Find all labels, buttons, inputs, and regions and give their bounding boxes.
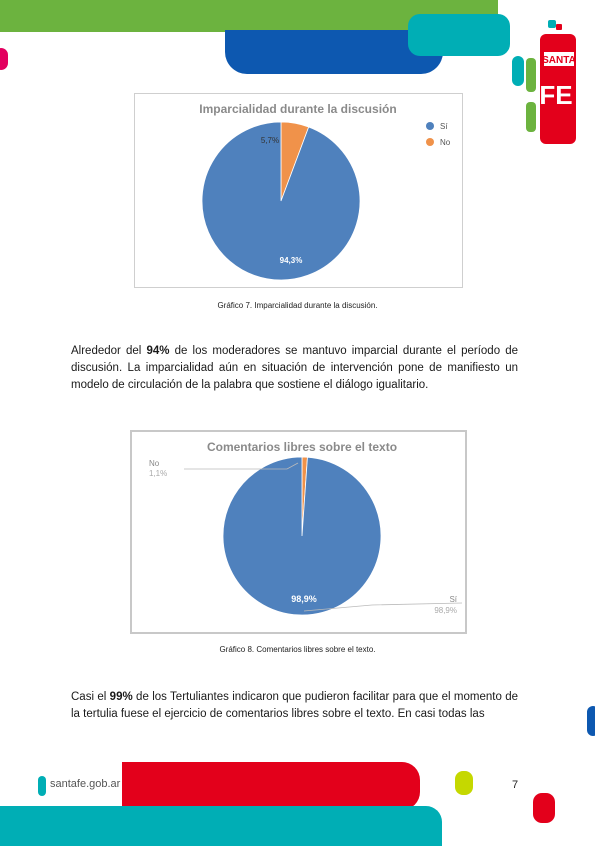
chart2-pie xyxy=(223,457,381,615)
caption-fig7: Gráfico 7. Imparcialidad durante la discusión. xyxy=(217,301,378,310)
chart2-callout-si-value: 98,9% xyxy=(434,606,457,615)
legend-si-label: Sí xyxy=(440,122,448,131)
chart1-label-si: 94,3% xyxy=(279,256,303,265)
chart2-callout-no-name: No xyxy=(149,459,160,468)
paragraph-1: Alrededor del 94% de los moderadores se mantuvo imparcial durante el período de discusión. La imparcialidad aún en situación de intervención pone de manifiesto un modelo de circulación de la palabra que sostiene el diálogo igualitario. xyxy=(71,345,518,391)
chart-imparcialidad xyxy=(134,93,463,288)
logo-text-santa: SANTA xyxy=(542,55,576,66)
chart2-label-si: 98,9% xyxy=(291,594,317,604)
chart-comentarios xyxy=(130,430,467,634)
footer-site: santafe.gob.ar xyxy=(50,778,121,790)
legend-no-marker xyxy=(426,138,434,146)
legend-si-marker xyxy=(426,122,434,130)
chart1-label-no: 5,7% xyxy=(260,136,280,145)
logo-text-fe: FE xyxy=(539,80,573,110)
footer-red-dot xyxy=(533,793,555,823)
santa-fe-logo xyxy=(526,20,580,146)
right-teal-dot xyxy=(512,56,524,86)
chart2-callout-si-name: Sí xyxy=(449,595,457,604)
highlight-94: 94% xyxy=(146,345,170,357)
page-number: 7 xyxy=(512,779,519,791)
pie-slice-s xyxy=(223,457,381,615)
chart1-title: Imparcialidad durante la discusión xyxy=(199,102,397,116)
chart2-callout-no-value: 1,1% xyxy=(149,469,168,478)
footer-lime-dot xyxy=(455,771,473,795)
right-navy-tab xyxy=(587,706,595,736)
paragraph-2: Casi el 99% de los Tertuliantes indicaron que pudieron facilitar para que el momento de la tertulia fuese el ejercicio de comentarios libres sobre el texto. En casi todas las xyxy=(71,691,518,720)
caption-fig8: Gráfico 8. Comentarios libres sobre el texto. xyxy=(219,645,376,654)
legend-no-label: No xyxy=(440,138,451,147)
footer-logo-drop xyxy=(38,776,46,796)
footer-red-bar xyxy=(122,762,420,810)
chart2-title: Comentarios libres sobre el texto xyxy=(206,440,398,454)
chart1-legend xyxy=(426,122,451,147)
footer-teal-bar xyxy=(0,806,442,846)
left-red-dot xyxy=(0,48,8,70)
top-teal-bar xyxy=(408,14,510,56)
highlight-99: 99% xyxy=(109,691,133,703)
